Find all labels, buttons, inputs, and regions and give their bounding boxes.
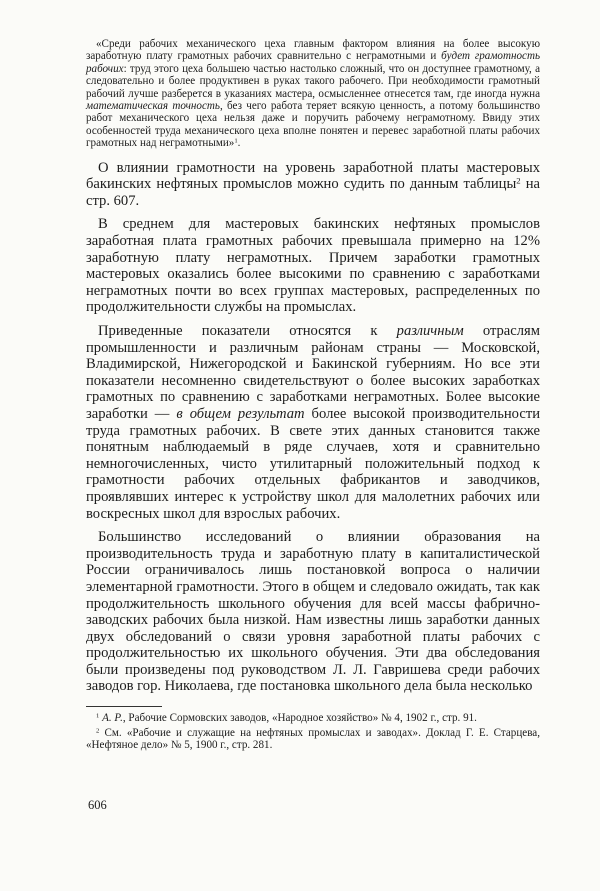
footnote-2 — [86, 727, 540, 752]
footnote-1-author: А. Р. — [102, 712, 123, 725]
paragraph-3-text-1: Приведенные показатели относятся к — [98, 323, 397, 339]
footnote-2-number: 2 — [96, 727, 100, 735]
paragraph-1-text-end: на стр. 607. — [86, 176, 540, 209]
page-number: 606 — [88, 798, 107, 812]
paragraph-2: В среднем для мастеровых бакинских нефтяных промыслов заработная плата грамотных рабочих превышала примерно на 12% заработную плату неграмотных. Причем заработки грамотных мастеровых оказались более высокими по сравнению с заработками неграмотных почти во всех группах мастеровых, распределенных по продолжительности службы на промыслах. — [86, 216, 540, 316]
page-body — [86, 38, 540, 754]
footnote-2-text: См. «Рабочие и служащие на нефтяных промыслах и заводах». Доклад Г. Е. Старцева, «Нефтяное дело» № 5, 1900 г., стр. 281. — [86, 726, 540, 752]
paragraph-1-text: О влиянии грамотности на уровень заработной платы мастеровых бакинских нефтяных промыслов можно судить по данным таблицы — [86, 159, 540, 193]
quote-text-2: : труд этого цеха большею частью настолько сложный, что он доступнее грамотному, а следовательно и более продуктивен в руках такого рабочего. При необходимости грамотный рабочий лучше разберется в указаниях мастера, осмысленнее отнесется там, где иногда нужна — [86, 62, 540, 100]
footnote-1 — [86, 712, 540, 725]
paragraph-3 — [86, 323, 540, 522]
paragraph-3-text-3: более высокой производительности труда грамотных рабочих. В свете этих данных становится также понятным наблюдаемый в ряде случаев, хотя и сравнительно немногочисленных, чисто утилитарный положительный подход к грамотности рабочих отдельных фабрикантов и заводчиков, проявлявших интерес к устройству школ для малолетних рабочих или воскресных школ для взрослых рабочих. — [86, 405, 541, 522]
quote-paragraph — [86, 38, 540, 150]
paragraph-3-text-2: отраслям промышленности и различным районам страны — Московской, Владимирской, Нижегородской и Бакинской губерниям. Но все эти показатели несомненно свидетельствуют о более высоких заработках грамотных по сравнению с заработками неграмотных. Более высокие заработки — — [86, 323, 540, 422]
quote-text-4: . — [237, 137, 241, 150]
footnote-1-text: , Рабочие Сормовских заводов, «Народное хозяйство» № 4, 1902 г., стр. 91. — [122, 712, 477, 725]
footnote-1-number: 1 — [96, 712, 100, 720]
quote-italic-1: будет грамотность рабочих — [86, 50, 540, 75]
paragraph-1 — [86, 160, 540, 210]
paragraph-3-italic-2: в общем результат — [176, 405, 305, 422]
paragraph-3-italic-1: различным — [396, 323, 464, 339]
quote-italic-2: математическая точность — [86, 100, 220, 113]
quote-text-3: , без чего работа теряет всякую ценность, а потому большинство работ механического цеха нельзя даже и поручить рабочему неграмотному. Ввиду этих особенностей труда механического цеха вполне понятен и перевес заработной платы рабочих грамотных над неграмотными» — [86, 100, 541, 150]
quote-text-1: «Среди рабочих механического цеха главным фактором влияния на более высокую заработную плату грамотных рабочих сравнительно с неграмотными и — [86, 38, 540, 63]
footnote-ref-2[interactable]: 2 — [516, 175, 521, 186]
footnote-ref-1[interactable]: 1 — [234, 137, 238, 145]
footnote-divider — [86, 706, 162, 707]
paragraph-4: Большинство исследований о влиянии образования на производительность труда и заработную плату в капиталистической России ограничивалось лишь постановкой вопроса о наличии элементарной грамотности. Этого в общем и следовало ожидать, так как продолжительность школьного обучения для всей массы фабрично-заводских рабочих была низкой. Нам известны лишь заработки данных двух обследований о связи уровня заработной платы рабочих с продолжительностью их школьного обучения. Эти два обследования были произведены под руководством Л. Л. Гавришева среди рабочих заводов гор. Николаева, где постановка школьного дела была несколько — [86, 529, 540, 695]
